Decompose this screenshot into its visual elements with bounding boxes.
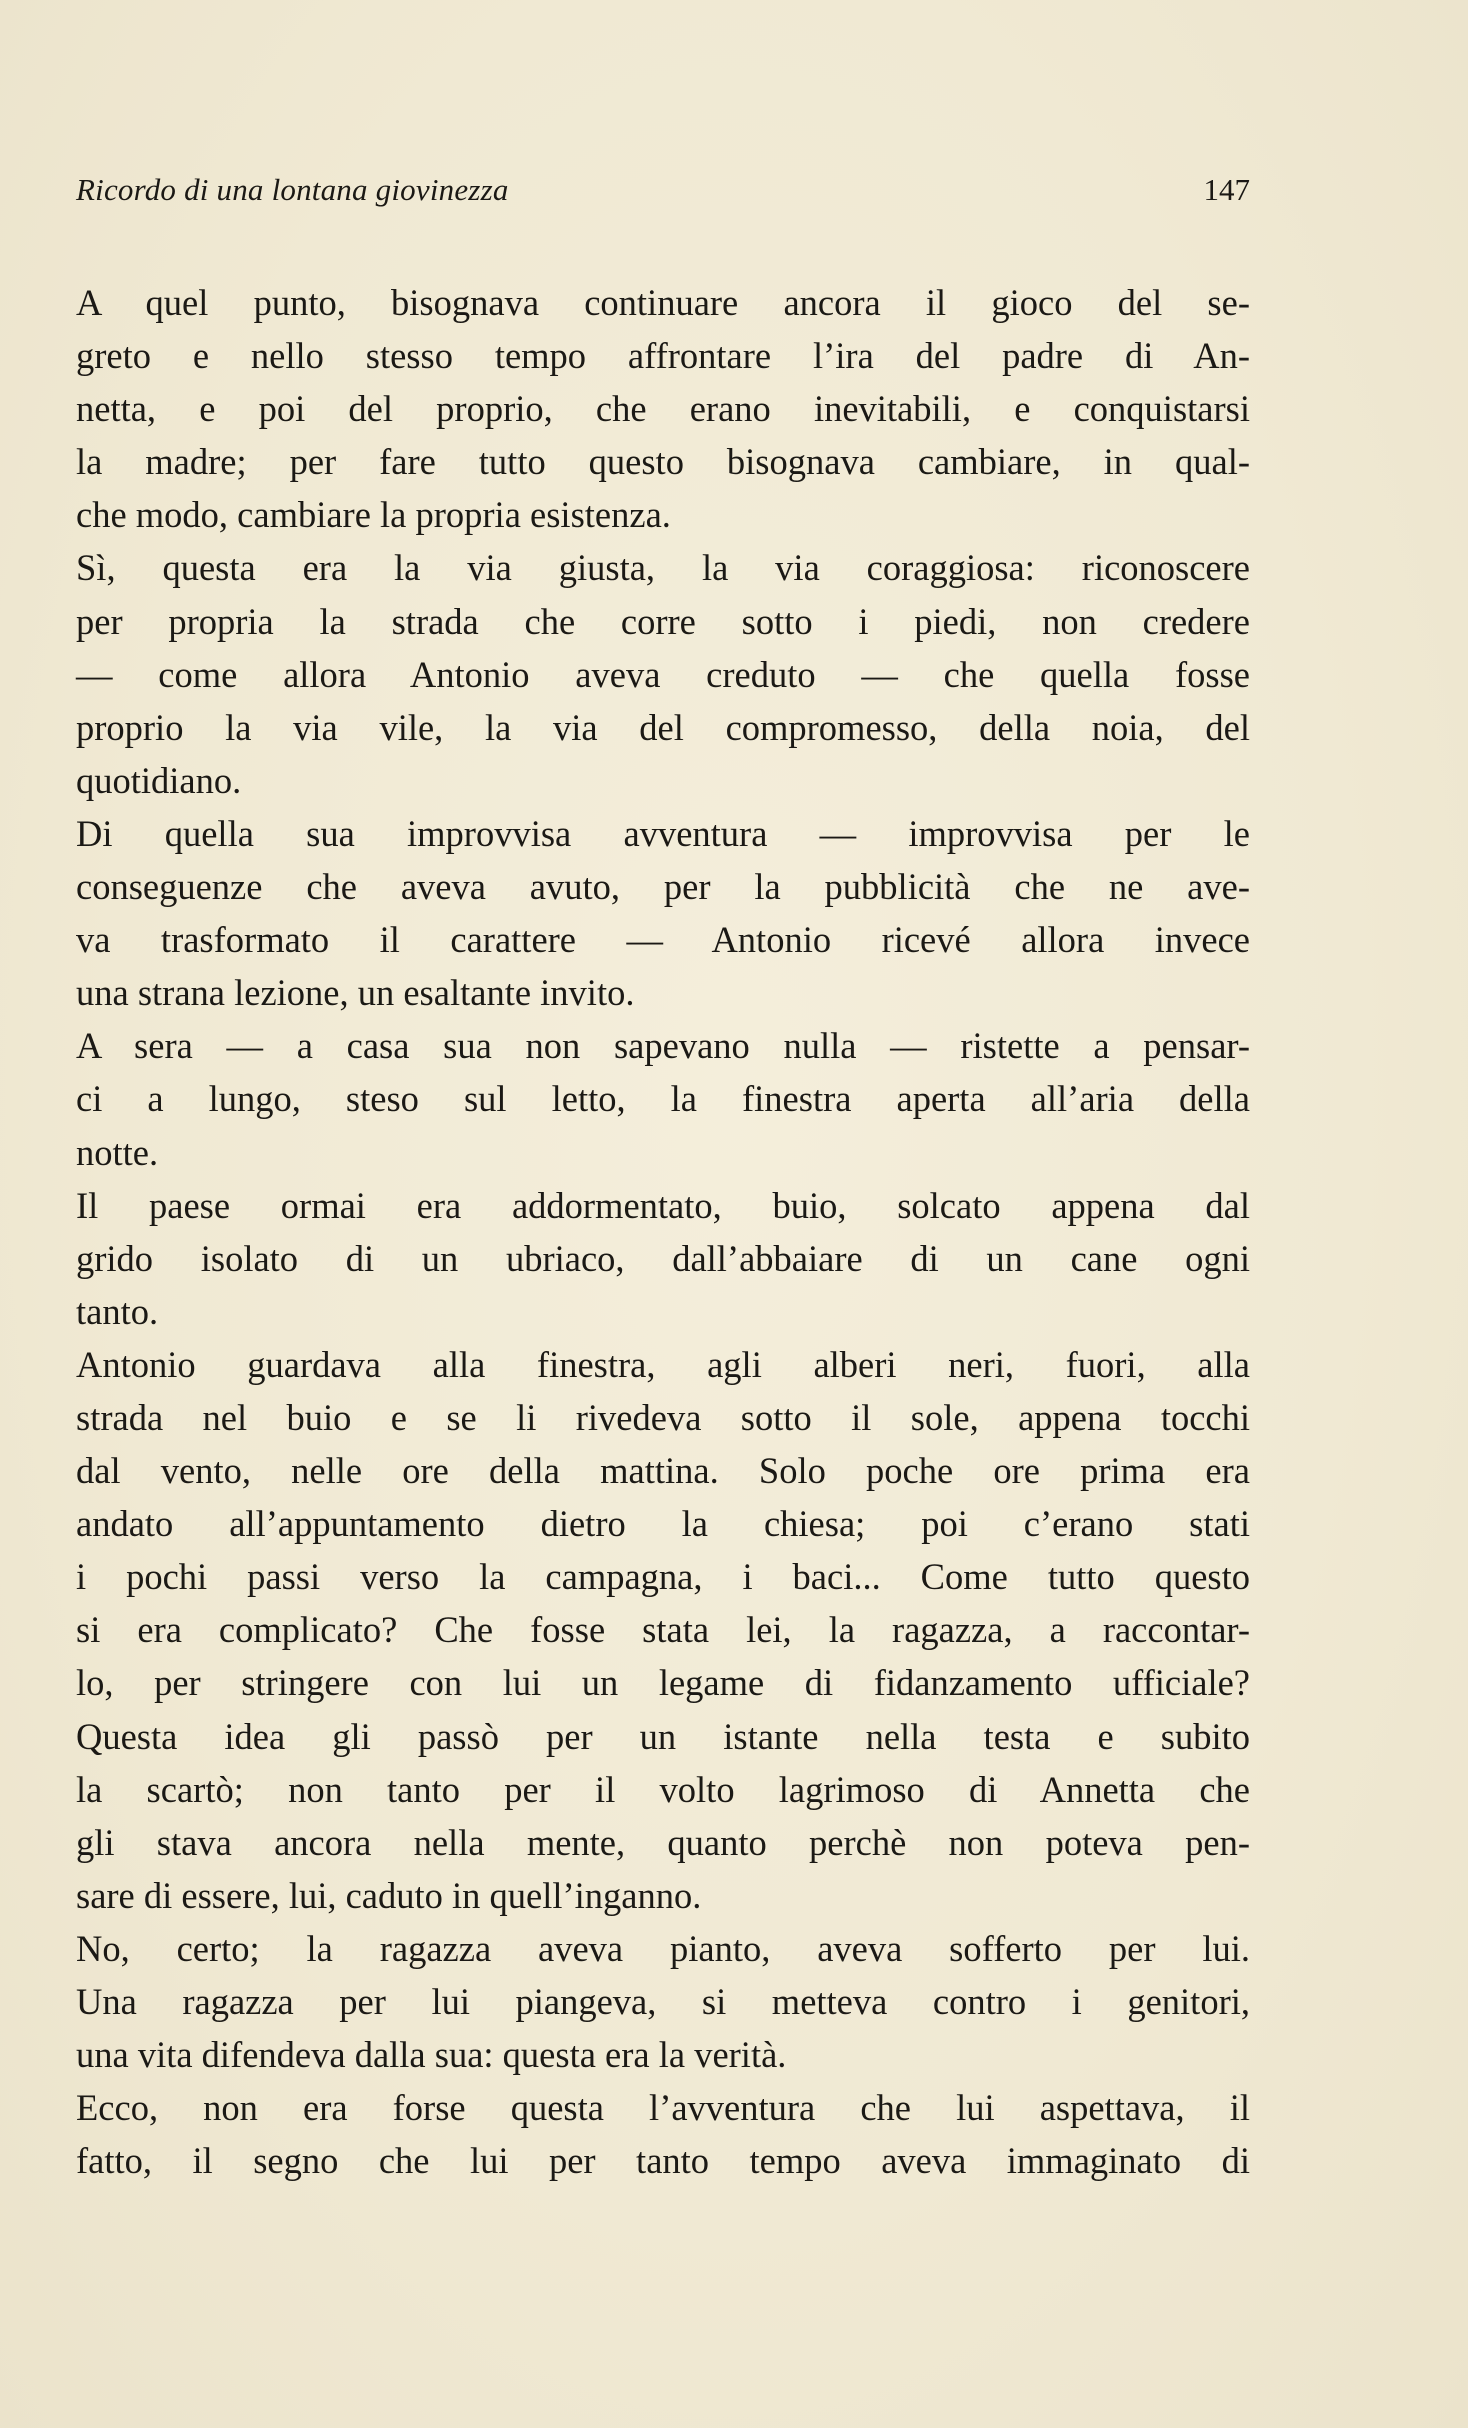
text-line: si era complicato? Che fosse stata lei, la ragazza, a raccontar- bbox=[76, 1609, 1250, 1651]
running-title: Ricordo di una lontana giovinezza bbox=[76, 172, 509, 207]
text-line: Questa idea gli passò per un istante nella testa e subito bbox=[76, 1715, 1250, 1757]
text-line: greto e nello stesso tempo affrontare l’ira del padre di An- bbox=[76, 335, 1250, 377]
text-line: quotidiano. bbox=[76, 759, 242, 801]
text-line: gli stava ancora nella mente, quanto perchè non poteva pen- bbox=[76, 1821, 1250, 1863]
text-line: strada nel buio e se li rivedeva sotto il sole, appena tocchi bbox=[76, 1396, 1250, 1438]
text-line: proprio la via vile, la via del compromesso, della noia, del bbox=[76, 706, 1250, 748]
text-line: lo, per stringere con lui un legame di fidanzamento ufficiale? bbox=[76, 1662, 1250, 1704]
text-line: Una ragazza per lui piangeva, si metteva contro i genitori, bbox=[76, 1981, 1250, 2022]
text-line: ci a lungo, steso sul letto, la finestra aperta all’aria della bbox=[76, 1078, 1250, 1120]
page-number: 147 bbox=[1203, 172, 1250, 207]
text-line: la scartò; non tanto per il volto lagrimoso di Annetta che bbox=[76, 1768, 1250, 1810]
text-line: andato all’appuntamento dietro la chiesa; poi c’erano stati bbox=[76, 1503, 1250, 1545]
text-line: sare di essere, lui, caduto in quell’inganno. bbox=[76, 1874, 702, 1916]
text-line: Sì, questa era la via giusta, la via coraggiosa: riconoscere bbox=[76, 547, 1250, 589]
text-line: netta, e poi del proprio, che erano inevitabili, e conquistarsi bbox=[76, 388, 1250, 430]
text-line: — come allora Antonio aveva creduto — che quella fosse bbox=[76, 653, 1250, 695]
text-line: Antonio guardava alla finestra, agli alberi neri, fuori, alla bbox=[76, 1343, 1250, 1385]
text-line: conseguenze che aveva avuto, per la pubblicità che ne ave- bbox=[76, 866, 1250, 908]
text-line: Il paese ormai era addormentato, buio, solcato appena dal bbox=[76, 1184, 1250, 1226]
text-line: va trasformato il carattere — Antonio ricevé allora invece bbox=[76, 919, 1250, 961]
text-line: tanto. bbox=[76, 1290, 159, 1332]
text-line: la madre; per fare tutto questo bisognava cambiare, in qual- bbox=[76, 441, 1250, 483]
text-line: una vita difendeva dalla sua: questa era la verità. bbox=[76, 2034, 787, 2076]
running-head bbox=[76, 172, 1250, 216]
text-line: notte. bbox=[76, 1131, 159, 1173]
text-line: grido isolato di un ubriaco, dall’abbaiare di un cane ogni bbox=[76, 1237, 1250, 1279]
text-line: fatto, il segno che lui per tanto tempo aveva immaginato di bbox=[76, 2140, 1250, 2182]
text-line: una strana lezione, un esaltante invito. bbox=[76, 972, 635, 1014]
body-text bbox=[76, 276, 1250, 2187]
text-line: i pochi passi verso la campagna, i baci... Come tutto questo bbox=[76, 1556, 1250, 1598]
text-line: che modo, cambiare la propria esistenza. bbox=[76, 494, 671, 536]
text-line: per propria la strada che corre sotto i piedi, non credere bbox=[76, 600, 1250, 642]
text-line: No, certo; la ragazza aveva pianto, aveva sofferto per lui. bbox=[76, 1927, 1250, 1969]
text-line: A quel punto, bisognava continuare ancora il gioco del se- bbox=[76, 282, 1250, 323]
text-line: dal vento, nelle ore della mattina. Solo poche ore prima era bbox=[76, 1450, 1250, 1492]
text-line: Di quella sua improvvisa avventura — improvvisa per le bbox=[76, 812, 1250, 854]
text-line: Ecco, non era forse questa l’avventura che lui aspettava, il bbox=[76, 2087, 1250, 2129]
text-line: A sera — a casa sua non sapevano nulla — ristette a pensar- bbox=[76, 1025, 1250, 1067]
